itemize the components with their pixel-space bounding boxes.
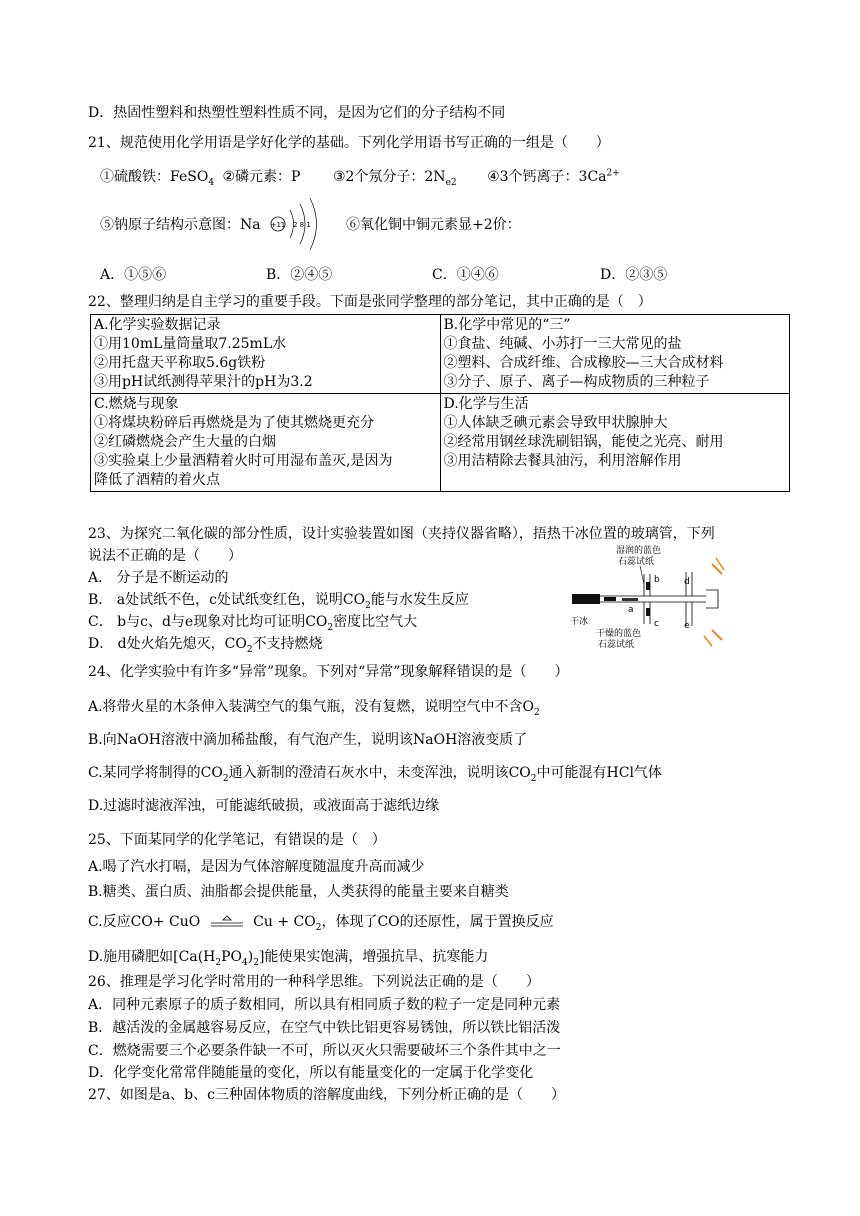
heat-arrow-icon [209,915,245,929]
q21-option-b[interactable]: B．②④⑤ [266,267,333,283]
cell-c-title: C.燃烧与现象 [94,396,179,412]
q25-option-d[interactable]: D.施用磷肥如$[Ca(H_2PO_4)_2]$能使果实饱满，增强抗旱、抗寒能力 [88,949,489,968]
cell-d-title: D.化学与生活 [443,396,529,412]
co2-apparatus-figure [566,544,754,656]
q26-option-d[interactable]: D．化学变化常常伴随能量的变化，所以有能量变化的一定属于化学变化 [88,1065,534,1081]
q21-item-5: ⑤钠原子结构示意图：Na [100,217,261,233]
atom-shells-label: 2 8 1 [293,221,311,229]
table-cell-b [440,315,790,394]
q26-option-a[interactable]: A．同种元素原子的质子数相同，所以具有相同质子数的粒子一定是同种元素 [88,997,561,1013]
q24-option-d[interactable]: D.过滤时滤液浑浊，可能滤纸破损，或液面高于滤纸边缘 [88,798,440,814]
q24-option-b[interactable]: B.向NaOH溶液中滴加稀盐酸，有气泡产生，说明该NaOH溶液变质了 [88,732,528,748]
cell-b-item: ③分子、原子、离子—构成物质的三种粒子 [443,374,710,390]
q21-option-c[interactable]: C．①④⑥ [432,267,499,283]
cell-b-item: ①食盐、纯碱、小苏打一三大常见的盐 [443,336,682,352]
label-d: d [684,577,690,587]
q21-item-4: ④3个钙离子：$3Ca^{2+}$ [487,168,620,185]
q23-option-c[interactable]: C． b与c、d与e现象对比均可证明$CO_2$密度比空气大 [88,614,418,633]
q21-items-row1 [100,164,620,191]
label-a: a [628,605,634,615]
q21-item-6: ⑥氧化铜中铜元素显+2价： [346,217,521,233]
table-cell-a [91,315,441,394]
q21-option-a[interactable]: A．①⑤⑥ [100,267,167,283]
q24-stem: 24、化学实验中有许多“异常”现象。下列对“异常”现象解释错误的是（ ） [88,664,569,680]
q21-item-3: ③2个氖分子：$2N_{e2}$ [332,168,457,188]
q21-items-row2 [100,216,261,234]
cell-a-item: ②用托盘天平称取5.6g铁粉 [94,355,266,371]
dry-paper-label: 石蕊试纸 [598,640,635,650]
q25-stem: 25、下面某同学的化学笔记，有错误的是（ ） [88,832,386,848]
q20-option-d: D．热固性塑料和热塑性塑料性质不同，是因为它们的分子结构不同 [88,105,506,121]
cell-b-title: B.化学中常见的“三” [443,317,571,333]
q26-stem: 26、推理是学习化学时常用的一种科学思维。下列说法正确的是（ ） [88,974,540,990]
q22-stem: 22、整理归纳是自主学习的重要手段。下面是张同学整理的部分笔记，其中正确的是（ ） [88,294,652,310]
q21-item-2: ②磷元素：P [222,168,301,185]
notes-table [90,314,790,492]
cell-d-item: ③用洁精除去餐具油污，利用溶解作用 [443,453,682,469]
dry-ice-label: 干冰 [570,617,589,627]
q21-stem: 21、规范使用化学用语是学好化学的基础。下列化学用语书写正确的一组是（ ） [88,135,610,151]
q27-stem: 27、如图是a、b、c三种固体物质的溶解度曲线，下列分析正确的是（ ） [88,1087,565,1103]
table-cell-d [440,394,790,492]
dry-paper-label: 干燥的蓝色 [596,629,642,639]
cell-c-item: ②红磷燃烧会产生大量的白烟 [94,434,276,450]
wet-paper-label: 湿润的蓝色 [616,546,662,556]
label-c: c [654,619,659,629]
q25-option-a[interactable]: A.喝了汽水打嗝，是因为气体溶解度随温度升高而减少 [88,859,425,875]
cell-c-item: ①将煤块粉碎后再燃烧是为了使其燃烧更充分 [94,415,374,431]
wet-paper-label: 石蕊试纸 [618,557,655,567]
cell-c-item: 降低了酒精的着火点 [94,472,220,488]
cell-b-item: ②塑料、合成纤维、合成橡胶—三大合成材料 [443,355,724,371]
cell-d-item: ①人体缺乏碘元素会导致甲状腺肿大 [443,415,668,431]
q23-stem-line1: 23、为探究二氧化碳的部分性质，设计实验装置如图（夹持仪器省略），捂热干冰位置的玻璃管，下列 [88,526,715,542]
cell-a-item: ①用10mL量筒量取7.25mL水 [94,336,287,352]
q25-option-c[interactable]: C.反应CO+ CuO $Cu + CO_2$，体现了CO的还原性，属于置换反应 [88,914,554,933]
q21-item-1: ①硫酸铁：FeSO$_4$ [100,168,215,188]
q24-option-a[interactable]: A.将带火星的木条伸入装满空气的集气瓶，没有复燃，说明空气中不含$O_2$ [88,699,540,718]
q23-option-a[interactable]: A． 分子是不断运动的 [88,570,229,586]
q21-option-d[interactable]: D．②③⑤ [600,267,668,283]
q23-option-d[interactable]: D． d处火焰先熄灭，$CO_2$不支持燃烧 [88,636,323,655]
label-e: e [684,621,690,631]
atom-nucleus-label: +11 [270,221,286,229]
cell-d-item: ②经常用钢丝球洗刷铝锅，能使之光亮、耐用 [443,434,724,450]
q23-stem-line2: 说法不正确的是（ ） [88,548,242,564]
q26-option-b[interactable]: B．越活泼的金属越容易反应，在空气中铁比铝更容易锈蚀，所以铁比铝活泼 [88,1020,561,1036]
q25-option-b[interactable]: B.糖类、蛋白质、油脂都会提供能量，人类获得的能量主要来自糖类 [88,884,509,900]
q23-option-b[interactable]: B． a处试纸不色，c处试纸变红色，说明$CO_2$能与水发生反应 [88,592,469,611]
label-b: b [654,575,660,585]
q26-option-c[interactable]: C．燃烧需要三个必要条件缺一不可，所以灭火只需要破坏三个条件其中之一 [88,1043,561,1059]
q24-option-c[interactable]: C.某同学将制得的$CO_2$通入新制的澄清石灰水中，未变浑浊，说明该$CO_2$中可能混有HCl气体 [88,765,662,784]
sodium-atom-diagram [270,196,330,252]
cell-a-item: ③用pH试纸测得苹果汁的pH为3.2 [94,374,313,390]
table-cell-c [91,394,441,492]
cell-a-title: A.化学实验数据记录 [94,317,221,333]
cell-c-item: ③实验桌上少量酒精着火时可用湿布盖灭,是因为 [94,453,393,469]
